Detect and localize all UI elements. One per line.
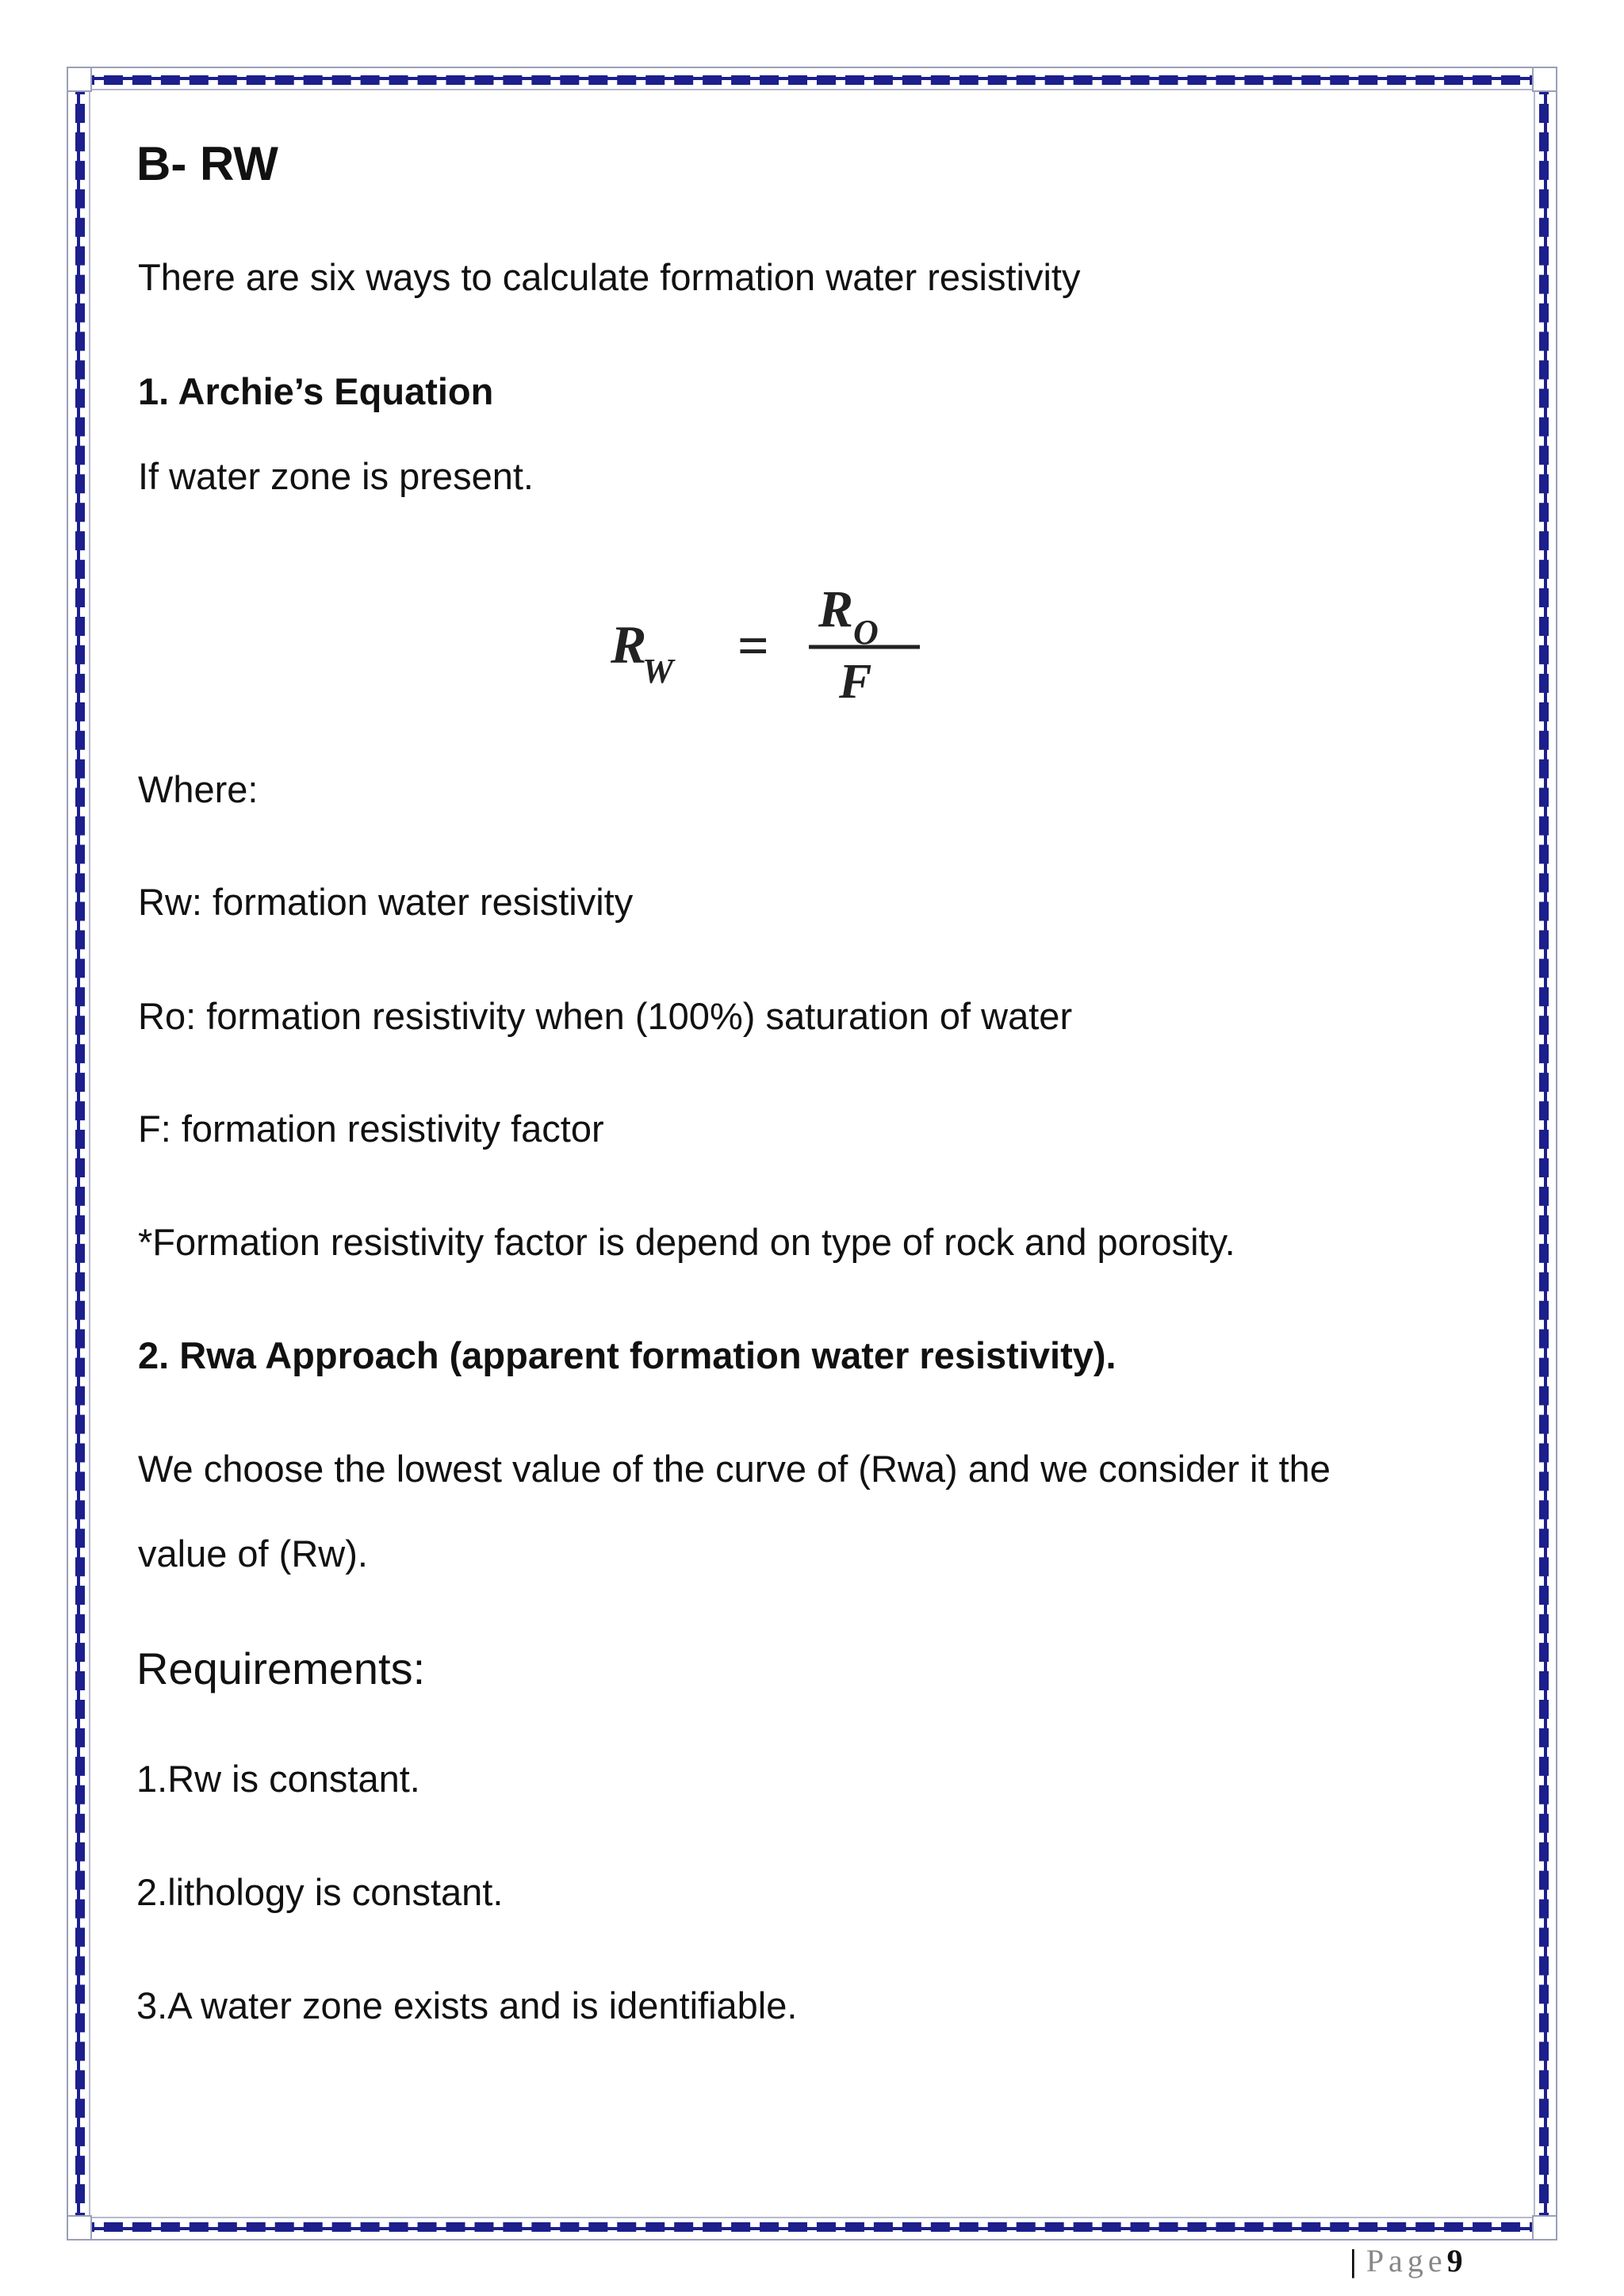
equation-lhs-subscript: W	[642, 652, 674, 691]
definition-f: F: formation resistivity factor	[138, 1108, 604, 1150]
where-label: Where:	[138, 768, 259, 810]
equation-denominator: F	[839, 655, 872, 709]
border-corner-bottom-left	[67, 2215, 92, 2241]
border-corner-top-left	[67, 67, 92, 92]
requirement-item: 2.lithology is constant.	[136, 1871, 504, 1913]
section2-title: 2. Rwa Approach (apparent formation water resistivity).	[138, 1334, 1116, 1376]
equation-numerator-symbol: R	[818, 580, 854, 638]
page-number: 9	[1446, 2243, 1463, 2279]
intro-text: There are six ways to calculate formation water resistivity	[138, 256, 1081, 298]
equation-numerator-subscript: O	[853, 613, 879, 652]
definition-rw: Rw: formation water resistivity	[138, 881, 634, 923]
border-corner-top-right	[1532, 67, 1557, 92]
page-label: Page	[1365, 2243, 1447, 2279]
note-text: *Formation resistivity factor is depend on type of rock and porosity.	[138, 1221, 1235, 1263]
requirement-item: 3.A water zone exists and is identifiable.	[136, 1984, 798, 2026]
archie-equation	[611, 568, 928, 710]
section2-text-line1: We choose the lowest value of the curve of (Rwa) and we consider it the	[138, 1448, 1331, 1490]
page-number-separator: |	[1350, 2243, 1362, 2279]
page-heading: B- RW	[136, 137, 278, 190]
border-corner-bottom-right	[1532, 2215, 1557, 2241]
requirement-item: 1.Rw is constant.	[136, 1758, 420, 1800]
requirements-title: Requirements:	[136, 1644, 426, 1693]
page-number-footer	[1350, 2242, 1463, 2279]
equation-equals: =	[737, 616, 769, 677]
equation-lhs-symbol: R	[611, 614, 647, 675]
section1-title: 1. Archie’s Equation	[138, 370, 494, 412]
section1-condition: If water zone is present.	[138, 455, 534, 497]
section2-text-line2: value of (Rw).	[138, 1533, 368, 1575]
definition-ro: Ro: formation resistivity when (100%) saturation of water	[138, 995, 1073, 1037]
